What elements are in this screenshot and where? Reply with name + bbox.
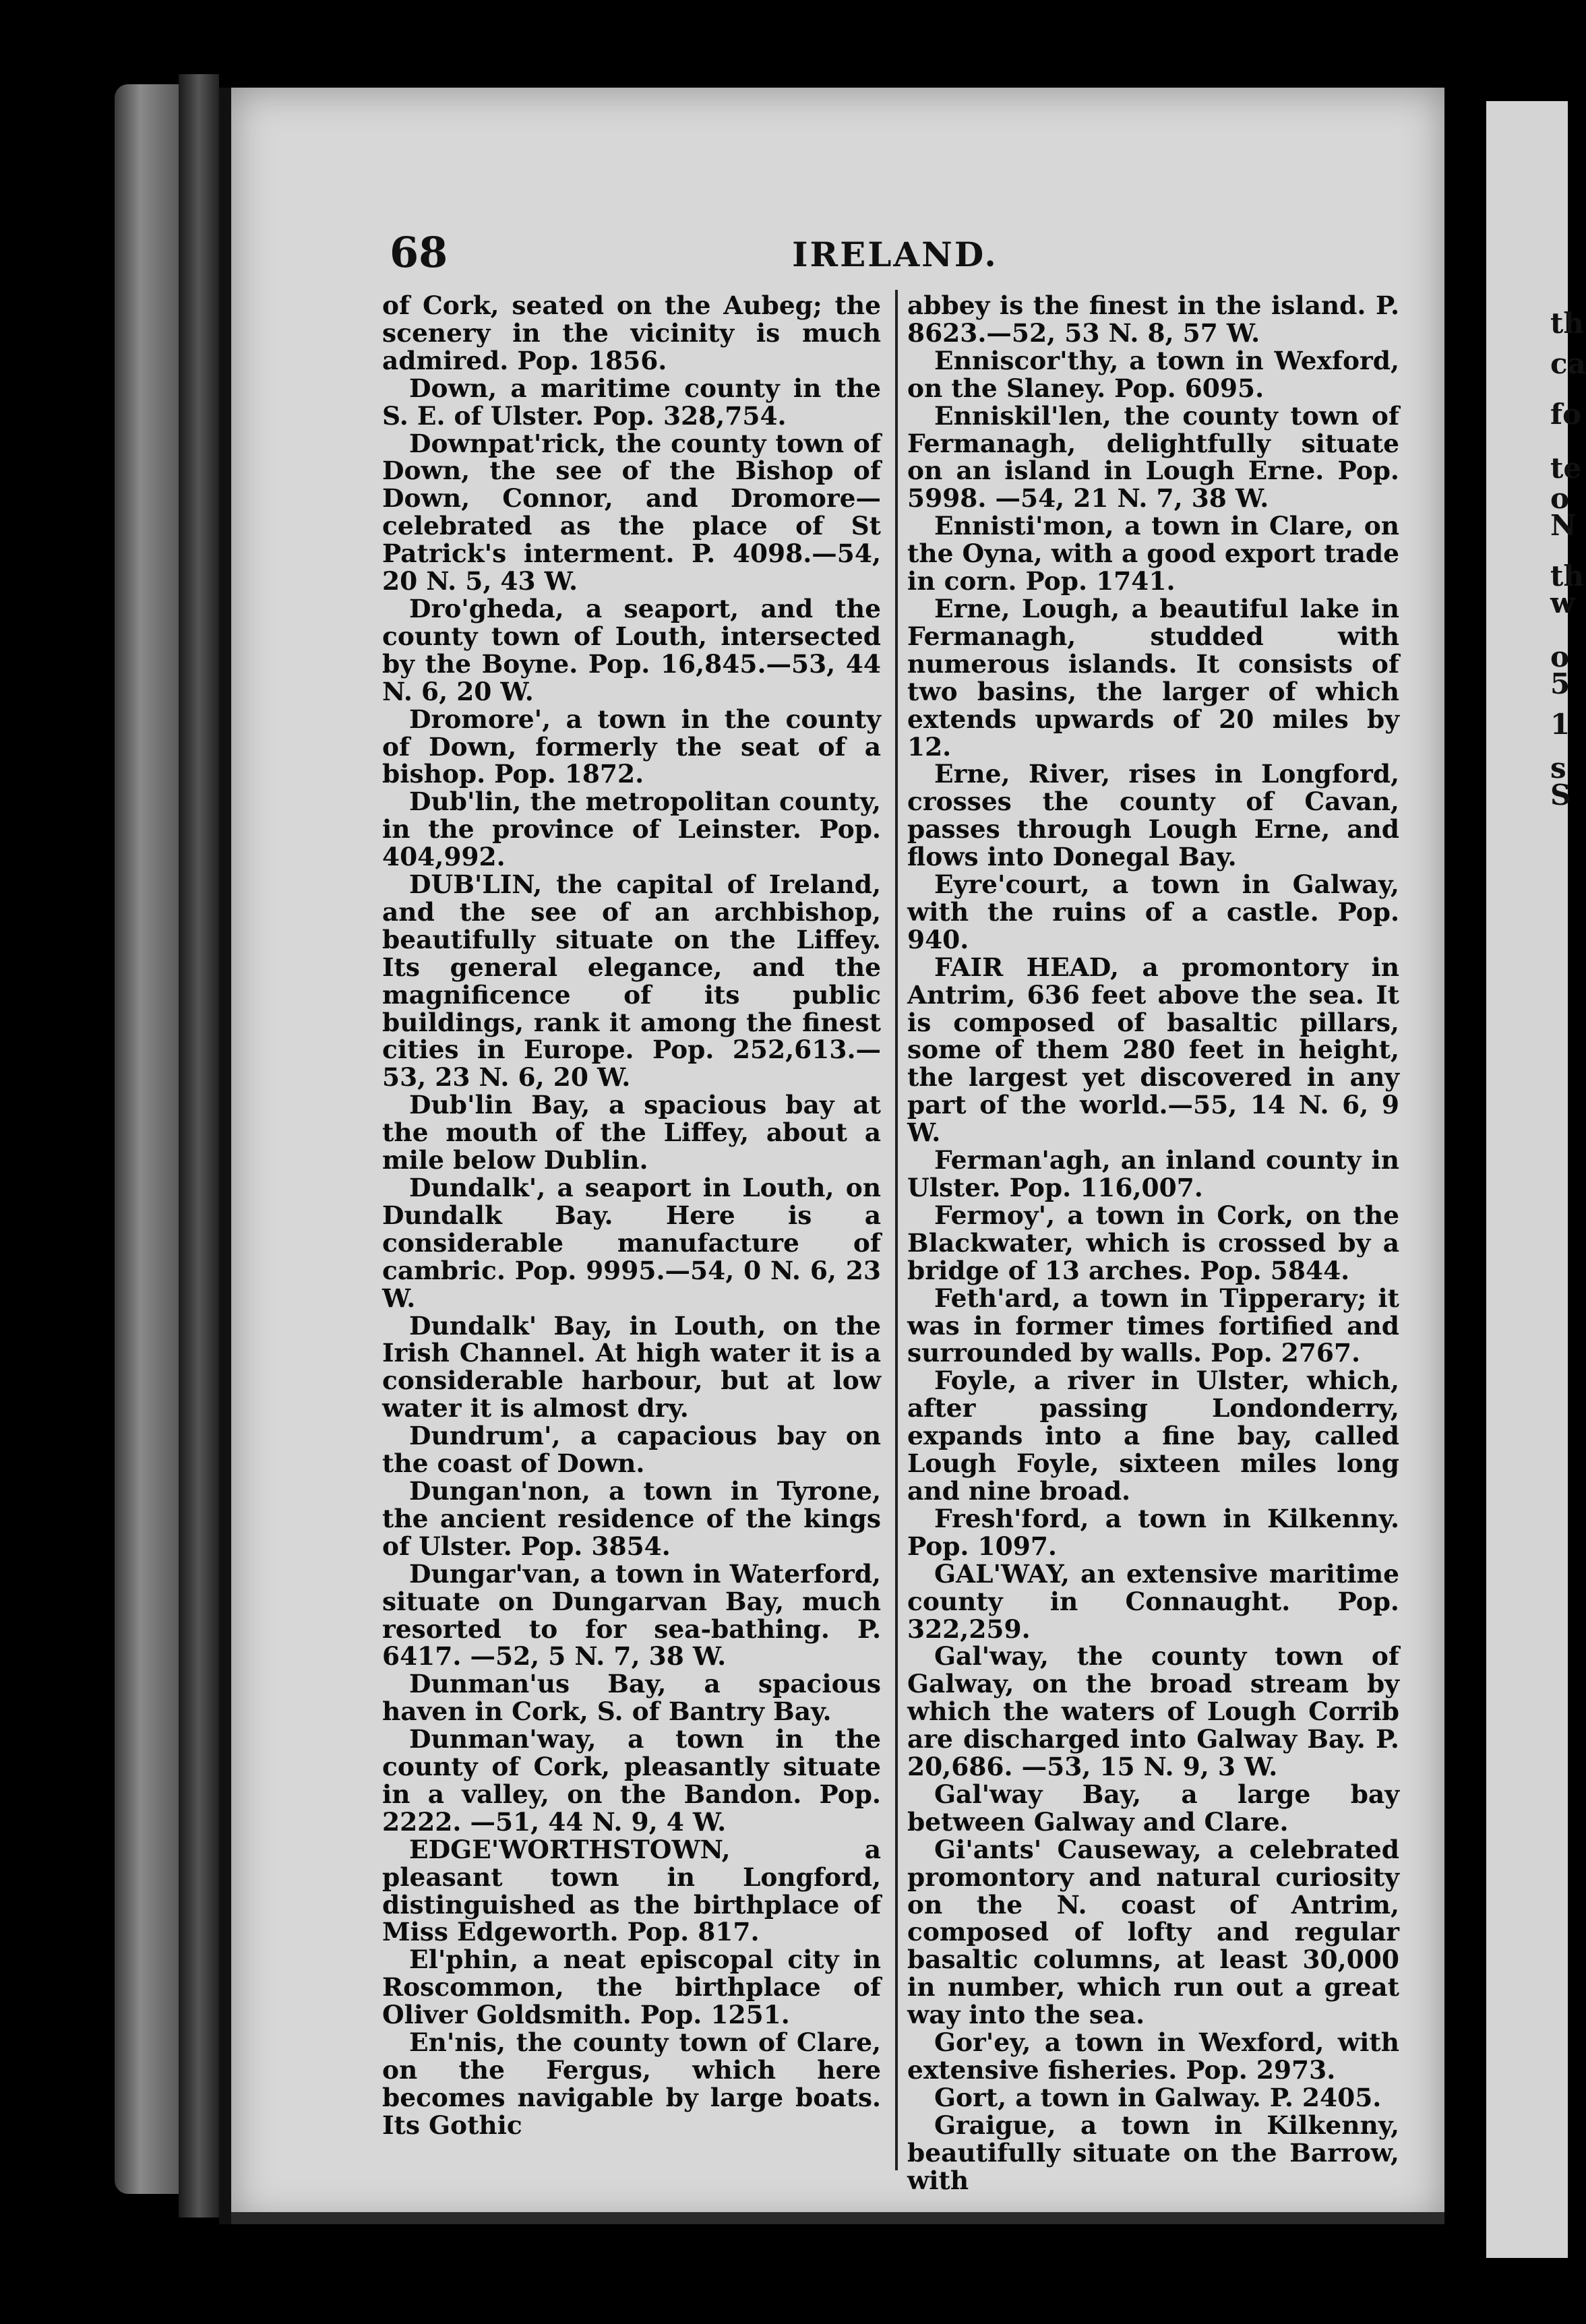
facing-page-edge xyxy=(1486,101,1586,2258)
facing-page-text-fragment: 5 xyxy=(1550,667,1570,700)
gazetteer-entry xyxy=(907,402,1399,513)
gazetteer-entry xyxy=(382,375,881,430)
entry-text: a maritime county in the S. E. of Ulster. Pop. 328,754. xyxy=(382,373,881,431)
entry-headword: Enniscor'thy, xyxy=(934,345,1119,375)
entry-text: a town in the county of Down, formerly the seat of a bishop. Pop. 1872. xyxy=(382,704,881,789)
gazetteer-entry xyxy=(382,430,881,595)
entry-headword: Eyre'court, xyxy=(934,869,1090,900)
entry-headword: Gal'way Bay, xyxy=(934,1779,1142,1809)
entry-headword: GAL'WAY, xyxy=(934,1558,1070,1589)
entry-headword: Downpat'rick, xyxy=(409,428,607,458)
entry-text: abbey is the finest in the island. P. 8623.—52, 53 N. 8, 57 W. xyxy=(907,290,1399,348)
gazetteer-entry xyxy=(382,788,881,871)
gazetteer-entry xyxy=(907,954,1399,1146)
entry-headword: Dub'lin, xyxy=(409,787,522,817)
gazetteer-entry xyxy=(907,1560,1399,1643)
gazetteer-entry xyxy=(907,2029,1399,2084)
entry-text: rises in Longford, crosses the county of Cavan, passes through Lough Erne, and flows into Donegal Bay. xyxy=(907,759,1399,872)
left-column xyxy=(382,292,881,2139)
gazetteer-entry xyxy=(907,1643,1399,1781)
gazetteer-entry xyxy=(907,292,1399,347)
gazetteer-entry xyxy=(907,595,1399,760)
entry-headword: EDGE'WORTHSTOWN, xyxy=(409,1834,731,1864)
entry-headword: Erne, River, xyxy=(934,759,1111,789)
facing-page-text-fragment: w xyxy=(1550,586,1575,619)
gazetteer-entry xyxy=(382,292,881,375)
entry-headword: En'nis, xyxy=(409,2027,506,2058)
entry-headword: Dungan'non, xyxy=(409,1475,590,1506)
gazetteer-entry xyxy=(382,1091,881,1174)
entry-text: a river in Ulster, which, after passing Londonderry, expands into a fine bay, called Lough Foyle, sixteen miles long and nine broad. xyxy=(907,1366,1399,1506)
entry-text: an inland county in Ulster. Pop. 116,007. xyxy=(907,1145,1399,1202)
gazetteer-entry xyxy=(907,1146,1399,1202)
entry-text: a promontory in Antrim, 636 feet above the sea. It is composed of basaltic pillars, some of them 280 feet in height, the largest yet discovered in any part of the world.—55, 14 N. 6, 9 W. xyxy=(907,952,1399,1148)
gazetteer-entry xyxy=(382,706,881,789)
entry-text: a town in Kilkenny. Pop. 1097. xyxy=(907,1503,1399,1561)
entry-headword: Erne, Lough, xyxy=(934,593,1120,623)
gazetteer-entry xyxy=(907,1836,1399,2029)
entry-text: the county town of Down, the see of the Bishop of Down, Connor, and Dromore—celebrated as the place of St Patrick's interment. P. 4098.—54, 20 N. 5, 43 W. xyxy=(382,428,881,597)
facing-page-text-fragment: N xyxy=(1550,509,1577,542)
entry-headword: Fermoy', xyxy=(934,1200,1056,1230)
gazetteer-entry xyxy=(907,760,1399,871)
gazetteer-entry xyxy=(382,1560,881,1671)
entry-headword: Dromore', xyxy=(409,704,551,734)
entry-headword: Enniskil'len, xyxy=(934,400,1111,431)
entry-text: a town in Wexford, with extensive fisheries. Pop. 2973. xyxy=(907,2027,1399,2085)
gazetteer-entry xyxy=(907,1781,1399,1836)
gazetteer-entry xyxy=(907,1505,1399,1560)
entry-headword: Foyle, xyxy=(934,1366,1017,1396)
entry-headword: Dunman'way, xyxy=(409,1724,597,1754)
entry-text: a seaport in Louth, on Dundalk Bay. Here is a considerable manufacture of cambric. Pop. 9995.—54, 0 N. 6, 23 W. xyxy=(382,1173,881,1313)
entry-headword: Graigue, xyxy=(934,2110,1056,2140)
gazetteer-entry xyxy=(382,1670,881,1725)
entry-headword: FAIR HEAD, xyxy=(934,952,1120,982)
entry-text: a beautiful lake in Fermanagh, studded with numerous islands. It consists of two basins, the larger of which extends upwards of 20 miles by 12. xyxy=(907,593,1399,762)
gazetteer-entry xyxy=(907,347,1399,402)
entry-text: a large bay between Galway and Clare. xyxy=(907,1779,1400,1837)
entry-headword: Ferman'agh, xyxy=(934,1145,1111,1175)
entry-text: the metropolitan county, in the province of Leinster. Pop. 404,992. xyxy=(382,787,881,872)
entry-headword: Ennisti'mon, xyxy=(934,511,1114,541)
entry-headword: Dungar'van, xyxy=(409,1558,582,1589)
entry-text: a town in Wexford, on the Slaney. Pop. 6095. xyxy=(907,345,1399,403)
entry-text: an extensive maritime county in Connaught. Pop. 322,259. xyxy=(907,1558,1399,1644)
facing-page-text-fragment: 1 xyxy=(1550,708,1570,741)
entry-headword: Feth'ard, xyxy=(934,1283,1061,1313)
gazetteer-entry xyxy=(382,2029,881,2139)
gazetteer-entry xyxy=(907,871,1399,954)
entry-text: of Cork, seated on the Aubeg; the scenery in the vicinity is much admired. Pop. 1856. xyxy=(382,290,881,375)
entry-headword: Gi'ants' Causeway, xyxy=(934,1834,1202,1864)
book-page xyxy=(219,88,1444,2224)
entry-headword: Dunman'us Bay, xyxy=(409,1669,667,1699)
book-binding-shadow xyxy=(179,74,219,2218)
running-head xyxy=(390,228,1401,282)
gazetteer-entry xyxy=(907,1285,1399,1368)
entry-text: a town in Cork, on the Blackwater, which is crossed by a bridge of 13 arches. Pop. 5844. xyxy=(907,1200,1399,1285)
entry-text: in Louth, on the Irish Channel. At high water it is a considerable harbour, but at low water it is almost dry. xyxy=(382,1310,881,1424)
entry-text: a celebrated promontory and natural curiosity on the N. coast of Antrim, composed of lofty and regular basaltic columns, at least 30,000 in number, which run out a great way into the sea. xyxy=(907,1834,1399,2030)
entry-headword: Gal'way, xyxy=(934,1641,1049,1672)
entry-headword: Dundalk' Bay, xyxy=(409,1310,613,1341)
gazetteer-entry xyxy=(382,871,881,1091)
entry-headword: Down, xyxy=(409,373,497,403)
entry-text: a town in Kilkenny, beautifully situate on the Barrow, with xyxy=(907,2110,1399,2195)
entry-text: a town in the county of Cork, pleasantly situate in a valley, on the Bandon. Pop. 2222. —51, 44 N. 9, 4 W. xyxy=(382,1724,881,1837)
entry-text: the county town of Galway, on the broad stream by which the waters of Lough Corrib are discharged into Galway Bay. P. 20,686. —53, 15 N. 9, 3 W. xyxy=(907,1641,1399,1782)
facing-page-text-fragment: th xyxy=(1550,559,1584,592)
entry-headword: Dub'lin Bay, xyxy=(409,1090,590,1120)
entry-headword: Dundrum', xyxy=(409,1421,561,1451)
gazetteer-entry xyxy=(907,2112,1399,2195)
gazetteer-entry xyxy=(907,512,1399,595)
entry-text: a neat episcopal city in Roscommon, the birthplace of Oliver Goldsmith. Pop. 1251. xyxy=(382,1945,881,2030)
right-column xyxy=(907,292,1399,2195)
gazetteer-entry xyxy=(382,1477,881,1560)
facing-page-text-fragment: fo xyxy=(1550,398,1582,431)
entry-text: the county town of Fermanagh, delightfully situate on an island in Lough Erne. Pop. 5998. —54, 21 N. 7, 38 W. xyxy=(907,400,1399,514)
entry-headword: DUB'LIN, xyxy=(409,869,543,900)
gazetteer-entry xyxy=(382,1312,881,1423)
entry-text: a pleasant town in Longford, distinguished as the birthplace of Miss Edgeworth. Pop. 817. xyxy=(382,1834,881,1947)
entry-headword: El'phin, xyxy=(409,1945,519,1975)
entry-text: the capital of Ireland, and the see of an archbishop, beautifully situate on the Liffey. Its general elegance, and the magnificence of its public buildings, rank it among the finest cities in Europe. Pop. 252,613.—53, 23 N. 6, 20 W. xyxy=(382,869,881,1093)
gazetteer-entry xyxy=(382,595,881,706)
page-bottom-edge xyxy=(231,2212,1444,2224)
column-rule xyxy=(895,290,898,2170)
facing-page-text-fragment: o xyxy=(1550,482,1570,515)
gazetteer-entry xyxy=(382,1946,881,2029)
entry-text: a town in Clare, on the Oyna, with a good export trade in corn. Pop. 1741. xyxy=(907,511,1399,597)
gazetteer-entry xyxy=(907,1367,1399,1505)
facing-page-text-fragment: o xyxy=(1550,640,1570,673)
entry-text: a town in Waterford, situate on Dungarvan Bay, much resorted to for sea-bathing. P. 6417. —52, 5 N. 7, 38 W. xyxy=(382,1558,881,1672)
gazetteer-entry xyxy=(382,1836,881,1947)
entry-text: the county town of Clare, on the Fergus, which here becomes navigable by large boats. Its Gothic xyxy=(382,2027,881,2140)
entry-text: a spacious haven in Cork, S. of Bantry Bay. xyxy=(382,1669,881,1727)
book-edge xyxy=(115,84,179,2194)
gazetteer-entry xyxy=(382,1725,881,1836)
entry-headword: Gor'ey, xyxy=(934,2027,1031,2058)
entry-headword: Fresh'ford, xyxy=(934,1503,1089,1533)
facing-page-text-fragment: S xyxy=(1550,778,1571,812)
entry-text: a town in Tipperary; it was in former times fortified and surrounded by walls. Pop. 2767. xyxy=(907,1283,1399,1368)
facing-page-text-fragment: s xyxy=(1550,752,1566,785)
facing-page-text-fragment: th xyxy=(1550,307,1584,340)
entry-headword: Gort, xyxy=(934,2082,1007,2112)
entry-headword: Dro'gheda, xyxy=(409,593,564,623)
entry-text: a town in Galway, with the ruins of a castle. Pop. 940. xyxy=(907,869,1399,954)
gazetteer-entry xyxy=(382,1422,881,1477)
entry-text: a town in Tyrone, the ancient residence of the kings of Ulster. Pop. 3854. xyxy=(382,1475,881,1561)
entry-text: a spacious bay at the mouth of the Liffey, about a mile below Dublin. xyxy=(382,1090,881,1175)
gazetteer-entry xyxy=(907,1202,1399,1285)
facing-page-text-fragment: te xyxy=(1550,452,1582,485)
gazetteer-entry xyxy=(907,2084,1399,2112)
facing-page-text-fragment: ca xyxy=(1550,347,1586,380)
entry-text: a town in Galway. P. 2405. xyxy=(1006,2082,1382,2112)
page-title: IRELAND. xyxy=(792,235,998,274)
page-number: 68 xyxy=(390,228,448,277)
gazetteer-entry xyxy=(382,1174,881,1312)
entry-text: a capacious bay on the coast of Down. xyxy=(382,1421,881,1479)
entry-text: a seaport, and the county town of Louth, intersected by the Boyne. Pop. 16,845.—53, 44 N. 6, 20 W. xyxy=(382,593,881,706)
entry-headword: Dundalk', xyxy=(409,1173,546,1202)
